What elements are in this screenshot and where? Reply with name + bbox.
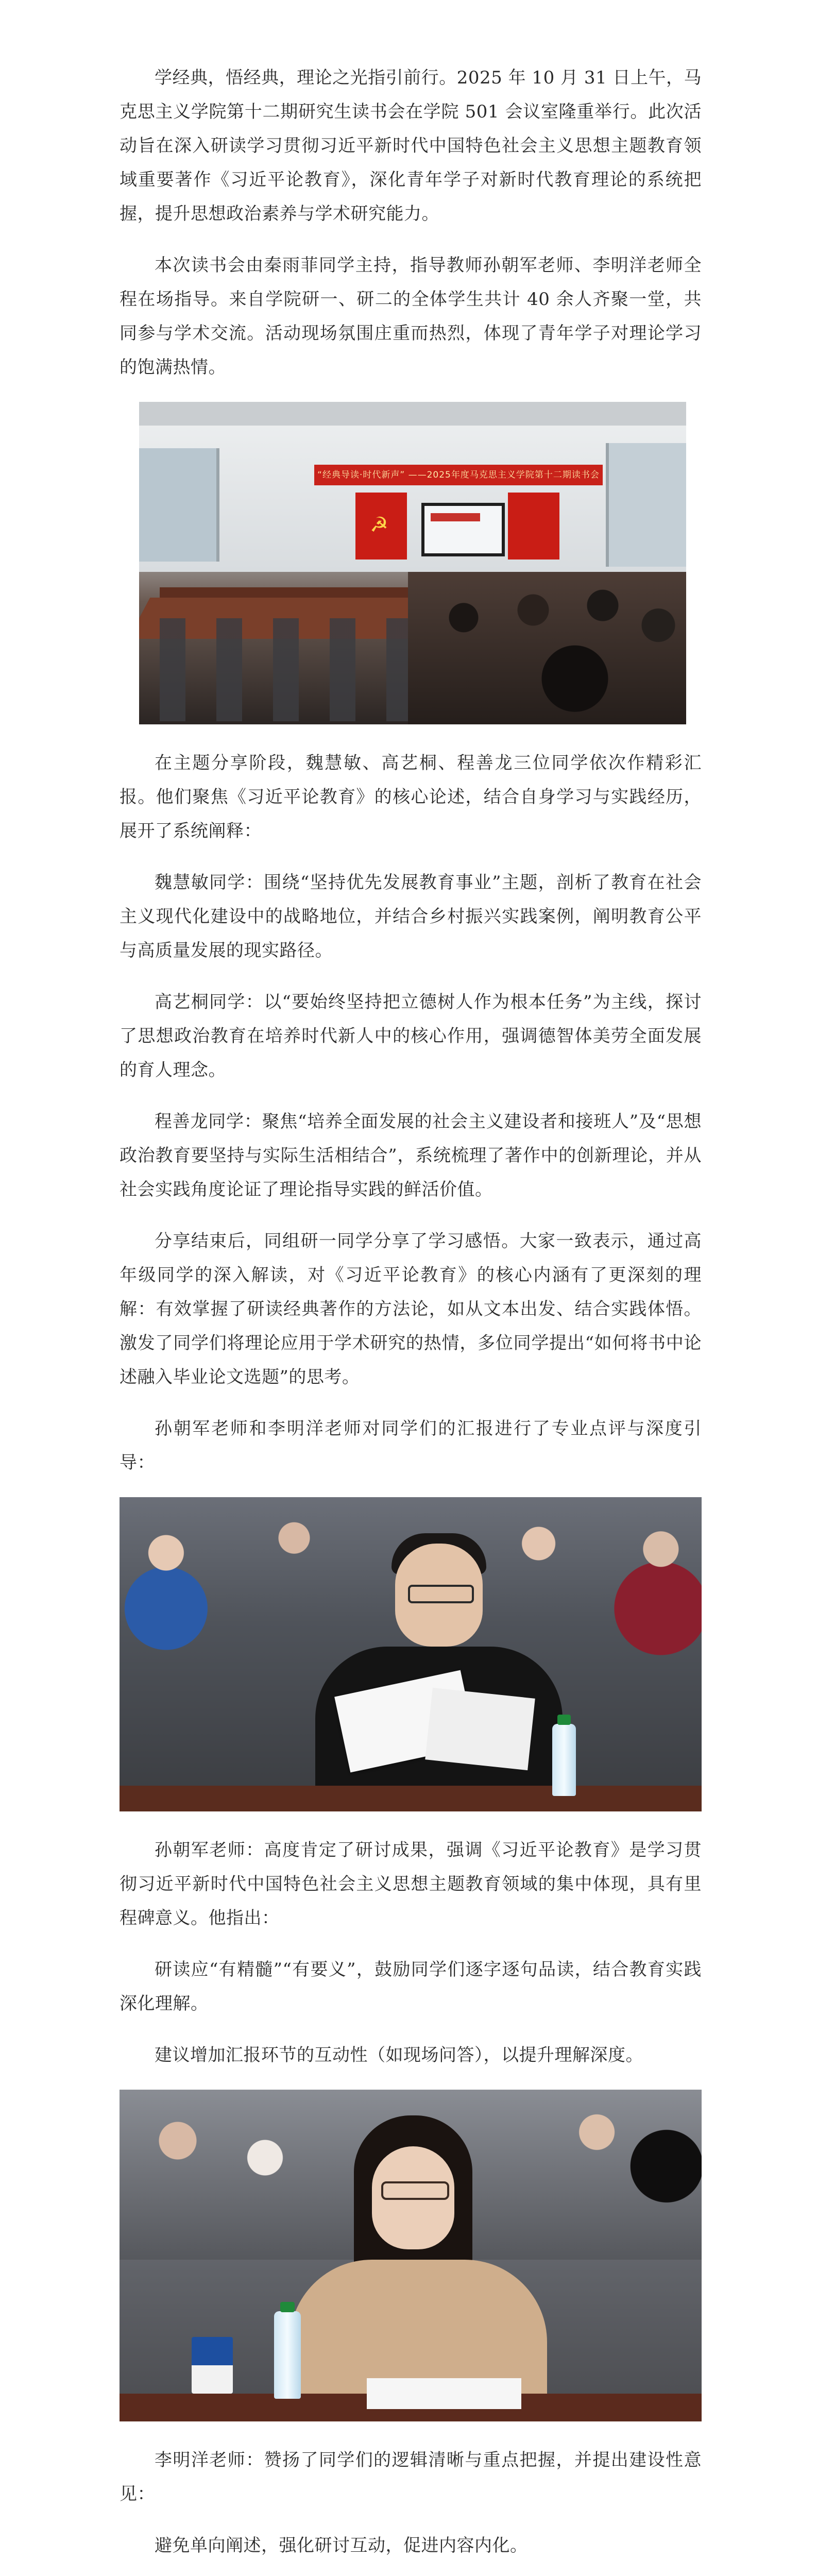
wall	[139, 402, 686, 572]
water-bottle	[552, 1724, 576, 1796]
red-flag	[508, 493, 559, 560]
paragraph-speaker-3: 程善龙同学：聚焦“培养全面发展的社会主义建设者和接班人”及“思想政治教育要坚持与实际生活相结合”，系统梳理了著作中的创新理论，并从社会实践角度论证了理论指导实践的鲜活价值。	[120, 1111, 702, 1200]
desk	[120, 1786, 702, 1811]
projector-screen	[421, 503, 505, 556]
photo-student-speaking	[120, 2090, 702, 2421]
paragraph-reflections: 分享结束后，同组研一同学分享了学习感悟。大家一致表示，通过高年级同学的深入解读，对《习近平论教育》的核心内涵有了更深刻的理解：有效掌握了研读经典著作的方法论，如从文本出发、结合实践体悟。激发了同学们将理论应用于学术研究的热情，多位同学提出“如何将书中论述融入毕业论文选题”的思考。	[120, 1231, 702, 1387]
paragraph-teacher-1-point-1: 研读应“有精髓”“有要义”，鼓励同学们逐字逐句品读，结合教育实践深化理解。	[120, 1959, 702, 2014]
paragraph-teacher-2-point-1: 避免单向阐述，强化研讨互动，促进内容内化。	[155, 2535, 528, 2556]
paragraph-teacher-2: 李明洋老师：赞扬了同学们的逻辑清晰与重点把握，并提出建设性意见：	[120, 2450, 702, 2504]
glasses	[381, 2181, 449, 2200]
news-article	[120, 61, 702, 2576]
paper-sheet-2	[425, 1688, 535, 1770]
emblem-icon: ☭	[370, 513, 388, 537]
glasses	[408, 1585, 474, 1603]
party-flag	[355, 493, 407, 560]
paragraph-intro: 学经典，悟经典，理论之光指引前行。2025 年 10 月 31 日上午，马克思主义学院第十二期研究生读书会在学院 501 会议室隆重举行。此次活动旨在深入研读学习贯彻习近平新时代中国特色社会主义思想主题教育领域重要著作《习近平论教育》，深化青年学子对新时代教育理论的系统把握，提升思想政治素养与学术研究能力。	[120, 67, 702, 224]
window-right	[606, 443, 686, 567]
photo-meeting-room	[139, 402, 686, 724]
water-bottle	[274, 2311, 301, 2399]
window-left	[139, 448, 219, 562]
paragraph-teacher-1: 孙朝军老师：高度肯定了研讨成果，强调《习近平论教育》是学习贯彻习近平新时代中国特色社会主义思想主题教育领域的集中体现，具有里程碑意义。他指出：	[120, 1840, 702, 1928]
photo-student-reading	[120, 1497, 702, 1811]
paragraph-participants: 本次读书会由秦雨菲同学主持，指导教师孙朝军老师、李明洋老师全程在场指导。来自学院研一、研二的全体学生共计 40 余人齐聚一堂，共同参与学术交流。活动现场氛围庄重而热烈，体现了青年学子对理论学习的饱满热情。	[120, 255, 702, 378]
paragraph-speaker-1: 魏慧敏同学：围绕“坚持优先发展教育事业”主题，剖析了教育在社会主义现代化建设中的战略地位，并结合乡村振兴实践案例，阐明教育公平与高质量发展的现实路径。	[120, 872, 702, 961]
paragraph-speaker-2: 高艺桐同学：以“要始终坚持把立德树人作为根本任务”为主线，探讨了思想政治教育在培养时代新人中的核心作用，强调德智体美劳全面发展的育人理念。	[120, 992, 702, 1080]
event-banner: “经典导读·时代新声” ——2025年度马克思主义学院第十二期读书会	[314, 465, 603, 485]
cup	[192, 2337, 233, 2394]
paragraph-teacher-intro: 孙朝军老师和李明洋老师对同学们的汇报进行了专业点评与深度引导：	[120, 1418, 702, 1473]
paragraph-presentations: 在主题分享阶段，魏慧敏、高艺桐、程善龙三位同学依次作精彩汇报。他们聚焦《习近平论教育》的核心论述，结合自身学习与实践经历，展开了系统阐释：	[120, 753, 702, 841]
audience	[408, 572, 686, 724]
ceiling	[139, 402, 686, 426]
paragraph-teacher-1-point-2: 建议增加汇报环节的互动性（如现场问答），以提升理解深度。	[155, 2045, 643, 2065]
notebook	[367, 2378, 521, 2409]
